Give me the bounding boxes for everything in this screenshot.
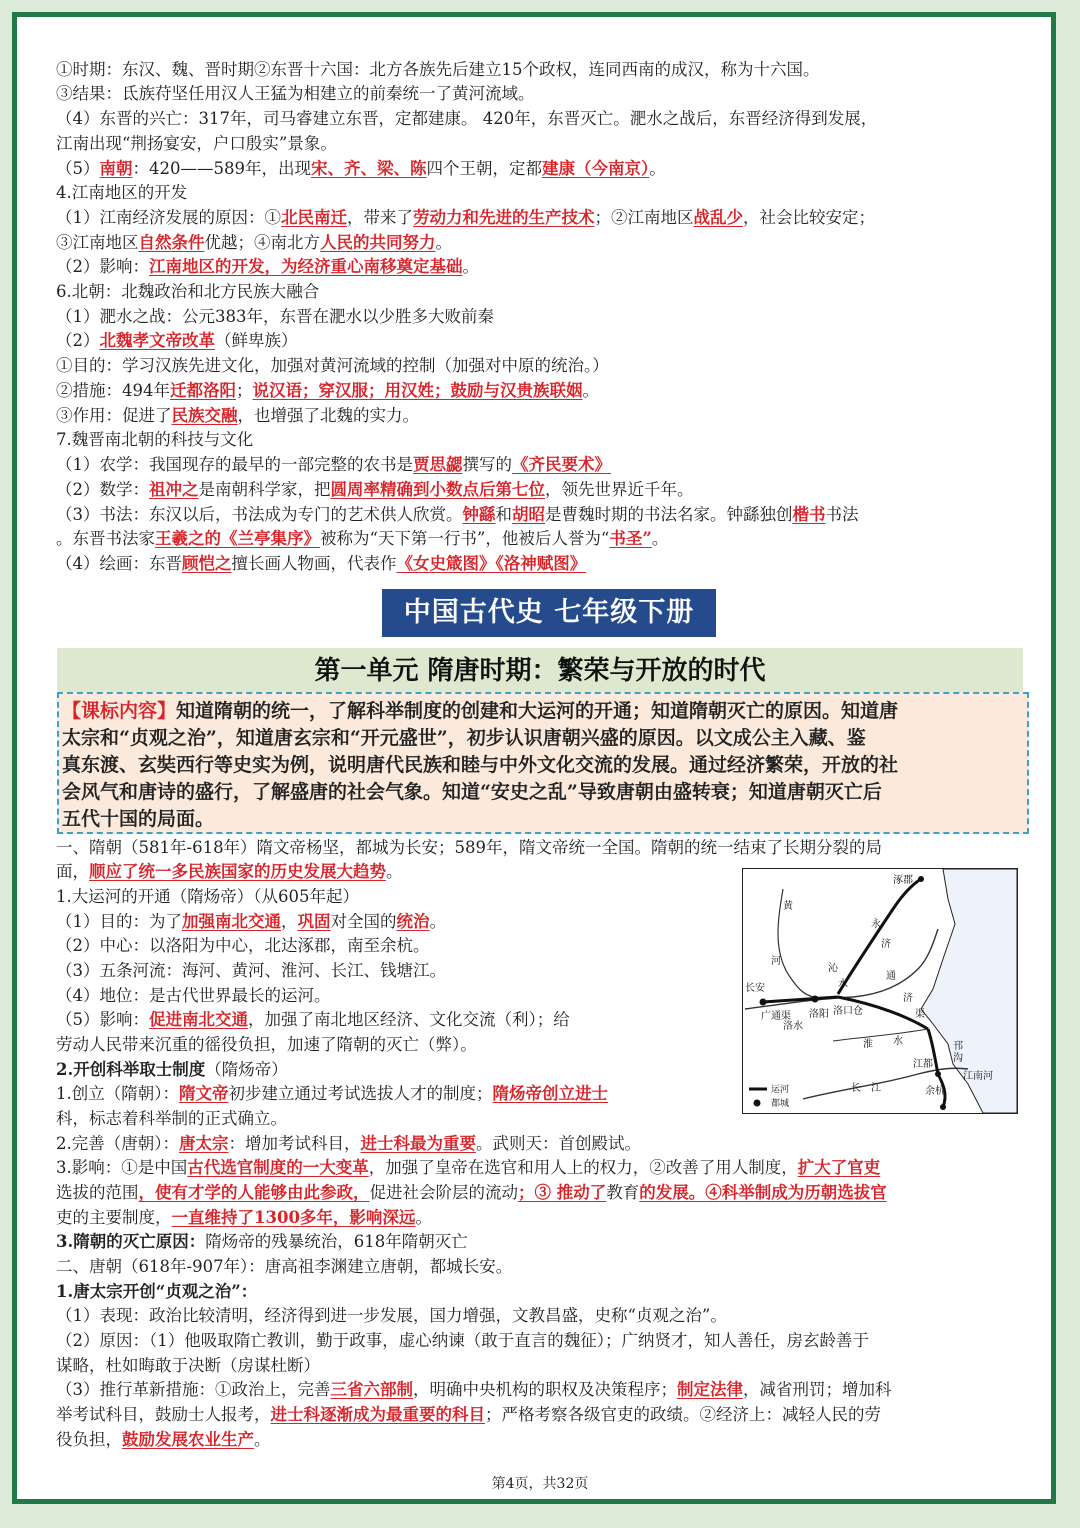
key-point: 劳动力和先进的生产技术	[413, 208, 595, 227]
text-segment: ；严格考察各级官吏的政绩。②经济上：减轻人民的劳	[485, 1405, 881, 1424]
key-point: 北民南迁	[281, 208, 347, 227]
text-segment: 书法	[825, 505, 859, 524]
text-segment: 。	[254, 1430, 271, 1449]
text-line	[56, 910, 446, 934]
key-point: 制定法律	[677, 1380, 743, 1399]
text-line	[56, 860, 403, 884]
text-line	[56, 1378, 892, 1402]
key-point: 《齐民要术》	[512, 455, 611, 474]
text-segment: （1）目的：为了	[56, 912, 182, 931]
key-point: 促进南北交通	[149, 1010, 248, 1029]
text-line	[56, 934, 430, 958]
map-label: 江	[871, 1083, 881, 1094]
key-point: 的发展。④科举制成为历朝选拔官	[639, 1183, 887, 1202]
text-segment: （4）地位：是古代世界最长的运河。	[56, 986, 331, 1005]
text-segment: 。	[651, 529, 669, 548]
text-line	[56, 1403, 881, 1427]
key-point: 民族交融	[171, 406, 238, 425]
key-point: 进士科逐渐成为最重要的科目	[270, 1405, 485, 1424]
text-segment: 举考试科目，鼓励士人报考，	[56, 1405, 271, 1424]
text-line	[56, 527, 668, 551]
map-label: 长安	[745, 983, 765, 994]
text-segment: （5）	[56, 159, 100, 178]
standard-text: 知道隋朝的统一，了解科举制度的创建和大运河的开通；知道隋朝灭亡的原因。知道唐	[176, 700, 899, 722]
key-point: 三省六部制	[330, 1380, 413, 1399]
text-segment: ②措施：494年	[56, 381, 170, 400]
map-legend-label: 运河	[771, 1085, 790, 1095]
text-line	[56, 1107, 287, 1131]
text-segment: （鲜卑族）	[215, 331, 298, 350]
text-segment: 撰写的	[462, 455, 512, 474]
text-segment: （2）数学：	[56, 480, 149, 499]
key-point: 王羲之的《兰亭集序》	[155, 529, 320, 548]
text-line	[56, 404, 419, 428]
key-point: ，使有才学的人能够由此参政，	[138, 1183, 370, 1202]
key-point: 书圣”	[609, 529, 652, 548]
key-point: 人民的共同努力	[320, 233, 436, 252]
text-line	[56, 1206, 432, 1230]
key-point: 巩固	[297, 912, 331, 931]
text-segment: ，也增强了北魏的实力。	[237, 406, 419, 425]
text-segment: 对全国的	[330, 912, 397, 931]
text-segment: 谋略，杜如晦敢于决断（房谋杜断）	[56, 1356, 320, 1375]
text-segment: 。武则天：首创殿试。	[476, 1134, 641, 1153]
text-segment: 和	[495, 505, 512, 524]
key-point: 楷书	[792, 505, 826, 524]
text-segment: 7.魏晋南北朝的科技与文化	[56, 430, 254, 449]
text-line	[56, 1354, 320, 1378]
map-label: 洛水	[783, 1021, 803, 1032]
text-line	[56, 503, 859, 527]
text-line	[56, 255, 479, 279]
text-segment: 2.完善（唐朝）：	[56, 1134, 179, 1153]
text-segment: ，社会比较安定；	[743, 208, 875, 227]
text-segment: （2）中心：以洛阳为中心，北达涿郡，南至余杭。	[56, 936, 430, 955]
map-label: 广通渠	[761, 1011, 791, 1022]
text-line	[56, 305, 494, 329]
text-line	[56, 1156, 880, 1180]
map-label: 渠	[915, 1009, 925, 1020]
key-point: 圆周率精确到小数点后第七位	[330, 480, 545, 499]
text-segment: 6.北朝：北魏政治和北方民族大融合	[56, 282, 320, 301]
standard-line	[62, 805, 214, 833]
city-marker-zhuojun	[918, 876, 924, 882]
unit-title: 第一单元 隋唐时期：繁荣与开放的时代	[57, 648, 1023, 692]
map-legend-label: 都城	[771, 1099, 790, 1109]
text-segment: （1）表现：政治比较清明，经济得到进一步发展，国力增强，文教昌盛，史称“贞观之治”。	[56, 1306, 727, 1325]
text-segment: 劳动人民带来沉重的徭役负担，加速了隋朝的灭亡（弊）。	[56, 1035, 477, 1054]
text-segment: ，领先世界近千年。	[545, 480, 694, 499]
text-segment: ，	[281, 912, 298, 931]
text-segment: 1.创立（隋朝）：	[56, 1084, 179, 1103]
text-segment: ③江南地区	[56, 233, 139, 252]
text-segment: 3.隋朝的灭亡原因：	[56, 1232, 206, 1251]
text-segment: 优越；④南北方	[204, 233, 320, 252]
city-marker-yuhang	[940, 1104, 946, 1110]
text-segment: 江南出现“荆扬宴安，户口殷实”景象。	[56, 134, 337, 153]
map-label: 沁	[828, 963, 838, 974]
key-point: 隋炀帝的残暴统治，618年隋朝灭亡	[205, 1232, 468, 1251]
text-line	[56, 58, 820, 82]
standard-text: 会风气和唐诗的盛行，了解盛唐的社会气象。知道“安史之乱”导致唐朝由盛转衰；知道唐朝灭亡后	[62, 781, 882, 803]
standard-text: 五代十国的局面。	[62, 808, 215, 830]
key-point: 进士科最为重要	[360, 1134, 476, 1153]
text-segment: ①时期：东汉、魏、晋时期②东晋十六国：北方各族先后建立15个政权，连同西南的成汉，称为十六国。	[56, 60, 820, 79]
key-point: 南朝	[99, 159, 133, 178]
city-marker-chang-an	[760, 999, 767, 1006]
map-label: 涿郡	[893, 875, 913, 886]
text-line	[56, 453, 611, 477]
text-segment: （2）原因：（1）他吸取隋亡教训，勤于政事，虚心纳谏（敢于直言的魏征）；广纳贤才，知人善任，房玄龄善于	[56, 1331, 869, 1350]
text-segment: （3）书法：东汉以后，书法成为专门的艺术供人欣赏。	[56, 505, 463, 524]
huai-river	[833, 1029, 928, 1041]
text-segment: 吏的主要制度，	[56, 1208, 172, 1227]
key-point: 江南地区的开发，为经济重心南移奠定基础	[149, 257, 463, 276]
text-segment: 二、唐朝（618年-907年）：唐高祖李渊建立唐朝，都城长安。	[56, 1257, 513, 1276]
text-segment: ③结果：氐族苻坚任用汉人王猛为相建立的前秦统一了黄河流域。	[56, 84, 535, 103]
text-segment: ：增加考试科目，	[228, 1134, 361, 1153]
text-segment: ，加强了皇帝在选官和用人上的权力，②改善了用人制度，	[368, 1158, 798, 1177]
map-label: 永	[871, 919, 881, 930]
text-segment: 是南朝科学家，把	[198, 480, 331, 499]
text-line	[56, 1132, 641, 1156]
text-line	[56, 1255, 512, 1279]
key-point: 隋文帝	[179, 1084, 229, 1103]
key-point: （隋炀帝）	[205, 1060, 288, 1079]
standard-line	[62, 778, 882, 806]
text-segment: 擅长画人物画，代表作	[231, 554, 397, 573]
text-segment: （4）绘画：东晋	[56, 554, 182, 573]
text-segment: ，明确中央机构的职权及决策程序；	[413, 1380, 677, 1399]
key-point: 唐太宗	[179, 1134, 229, 1153]
text-segment: 。	[462, 257, 479, 276]
standard-tag: 【课标内容】	[62, 700, 177, 722]
text-line	[56, 181, 187, 205]
map-label: 洛口仓	[833, 1006, 863, 1017]
text-segment: 2.开创科举取士制度	[56, 1060, 206, 1079]
map-label: 沟	[953, 1053, 963, 1064]
standard-text: 太宗和“贞观之治”，知道唐玄宗和“开元盛世”，初步认识唐朝兴盛的原因。以文成公主入藏、鉴	[62, 727, 866, 749]
text-segment: （1）农学：我国现存的最早的一部完整的农书是	[56, 455, 413, 474]
text-segment: 初步建立通过考试选拔人才的制度；	[228, 1084, 493, 1103]
text-segment: 教育	[606, 1183, 640, 1202]
text-segment: （2）影响：	[56, 257, 149, 276]
map-label: 济	[881, 939, 891, 950]
standard-line	[62, 724, 866, 752]
text-line	[56, 1329, 869, 1353]
text-line	[56, 1304, 727, 1328]
text-segment: ，加强了南北地区经济、文化交流（利）；给	[248, 1010, 570, 1029]
standard-line	[62, 697, 898, 725]
key-point: 宋、齐、梁、陈	[311, 159, 427, 178]
text-segment: 面，	[56, 862, 89, 881]
text-segment: 被称为“天下第一行书”，他被后人誉为“	[320, 529, 610, 548]
text-segment: （5）影响：	[56, 1010, 149, 1029]
text-segment: （2）	[56, 331, 100, 350]
map-label: 水	[838, 979, 848, 990]
text-segment: ③作用：促进了	[56, 406, 172, 425]
text-line	[56, 959, 446, 983]
text-line	[56, 379, 599, 403]
key-point: 贾思勰	[413, 455, 463, 474]
text-line	[56, 1008, 570, 1032]
text-segment: 一、隋朝（581年-618年）隋文帝杨坚，都城为长安；589年，隋文帝统一全国。隋朝的统一结束了长期分裂的局	[56, 838, 883, 857]
map-label: 邗	[953, 1041, 963, 1052]
text-line	[56, 1033, 477, 1057]
text-segment: 役负担，	[56, 1430, 122, 1449]
text-segment: （1）淝水之战：公元383年，东晋在淝水以少胜多大败前秦	[56, 307, 494, 326]
text-segment: 4.江南地区的开发	[56, 183, 188, 202]
key-point: 北魏孝文帝改革	[99, 331, 215, 350]
text-line	[56, 1230, 468, 1254]
text-line	[56, 329, 298, 353]
page-footer: 第4页，共32页	[491, 1476, 589, 1492]
text-line	[56, 280, 319, 304]
text-line	[56, 984, 331, 1008]
text-line	[56, 836, 882, 860]
key-point: 胡昭	[512, 505, 545, 524]
text-segment: 。	[582, 381, 599, 400]
key-point: ；③ 推动了	[518, 1183, 607, 1202]
text-line	[56, 157, 666, 181]
key-point: 扩大了官吏	[797, 1158, 881, 1177]
text-segment: 选拔的范围	[56, 1183, 139, 1202]
map-label: 长	[851, 1083, 861, 1094]
key-point: 隋炀帝创立进士	[492, 1084, 608, 1103]
key-point: 一直维持了1300多年，影响深远	[171, 1208, 416, 1227]
key-point: 祖冲之	[149, 480, 199, 499]
text-segment: 。	[386, 862, 403, 881]
city-marker-luoyang	[812, 996, 819, 1003]
text-segment: （3）五条河流：海河、黄河、淮河、长江、钱塘江。	[56, 961, 446, 980]
text-line	[56, 885, 359, 909]
text-segment: 3.影响：①是中国	[56, 1158, 188, 1177]
map-label: 河	[771, 956, 781, 967]
text-line	[56, 1280, 257, 1304]
map-label: 淮	[863, 1039, 873, 1050]
key-point: 统治	[396, 912, 430, 931]
key-point: 迁都洛阳	[170, 381, 236, 400]
key-point: 顺应了统一多民族国家的历史发展大趋势	[89, 862, 386, 881]
map-label: 黄	[783, 901, 793, 912]
text-line	[56, 354, 609, 378]
text-segment: 。	[415, 1208, 432, 1227]
text-line	[56, 206, 875, 230]
text-line	[56, 231, 452, 255]
text-segment: ；②江南地区	[594, 208, 694, 227]
text-line	[56, 132, 337, 156]
text-segment: 科，标志着科举制的正式确立。	[56, 1109, 287, 1128]
key-point: 建康（今南京）	[542, 159, 650, 178]
text-segment: （4）东晋的兴亡：317年，司马睿建立东晋，定都建康。 420年，东晋灭亡。淝水之战后，东晋经济得到发展，	[56, 109, 878, 128]
text-segment: 促进社会阶层的流动	[369, 1183, 518, 1202]
standard-line	[62, 751, 898, 779]
key-point: 《女史箴图》《洛神赋图》	[396, 554, 587, 573]
key-point: 古代选官制度的一大变革	[187, 1158, 369, 1177]
map-label: 水	[893, 1036, 903, 1047]
map-label: 济	[903, 993, 913, 1004]
book-section-title: 中国古代史 七年级下册	[382, 589, 716, 637]
text-segment: 1.唐太宗开创“贞观之治”：	[56, 1282, 258, 1301]
text-segment: 。	[435, 233, 452, 252]
key-point: 战乱少	[693, 208, 743, 227]
text-segment: （1）江南经济发展的原因：①	[56, 208, 281, 227]
text-line	[56, 107, 877, 131]
map-label: 通	[886, 971, 896, 982]
text-segment: 。	[429, 912, 446, 931]
text-segment: 四个王朝，定都	[426, 159, 542, 178]
text-line	[56, 1058, 288, 1082]
text-segment: ：420——589年，出现	[132, 159, 311, 178]
text-line	[56, 478, 694, 502]
text-segment: 1.大运河的开通（隋炀帝）（从605年起）	[56, 887, 359, 906]
text-segment: 。	[649, 159, 666, 178]
text-line	[56, 1181, 887, 1205]
text-segment: （3）推行革新措施：①政治上，完善	[56, 1380, 331, 1399]
text-segment: ，减省刑罚；增加科	[743, 1380, 892, 1399]
text-line	[56, 428, 253, 452]
map-label: 余杭	[925, 1086, 945, 1097]
text-segment: ，带来了	[347, 208, 413, 227]
grand-canal-map	[742, 868, 1018, 1114]
text-segment: 。东晋书法家	[56, 529, 155, 548]
key-point: 鼓励发展农业生产	[122, 1430, 254, 1449]
text-segment: 是曹魏时期的书法名家。钟繇独创	[545, 505, 793, 524]
text-line	[56, 552, 586, 576]
key-point: 自然条件	[138, 233, 205, 252]
text-line	[56, 82, 535, 106]
key-point: 说汉语；穿汉服；用汉姓；鼓励与汉贵族联姻	[252, 381, 583, 400]
city-marker-jiangdu	[935, 1071, 941, 1077]
text-line	[56, 1082, 608, 1106]
key-point: 顾恺之	[182, 554, 232, 573]
map-label: 洛阳	[809, 1009, 829, 1020]
text-segment: ；	[236, 381, 253, 400]
text-line	[56, 1428, 271, 1452]
key-point: 加强南北交通	[182, 912, 281, 931]
legend-capital-mark	[754, 1100, 761, 1107]
map-label: 江南河	[963, 1071, 993, 1082]
standard-text: 真东渡、玄奘西行等史实为例，说明唐代民族和睦与中外文化交流的发展。通过经济繁荣，开放的社	[62, 754, 899, 776]
key-point: 钟繇	[462, 505, 496, 524]
text-segment: ①目的：学习汉族先进文化，加强对黄河流域的控制（加强对中原的统治。）	[56, 356, 609, 375]
map-label: 江都	[913, 1059, 933, 1070]
